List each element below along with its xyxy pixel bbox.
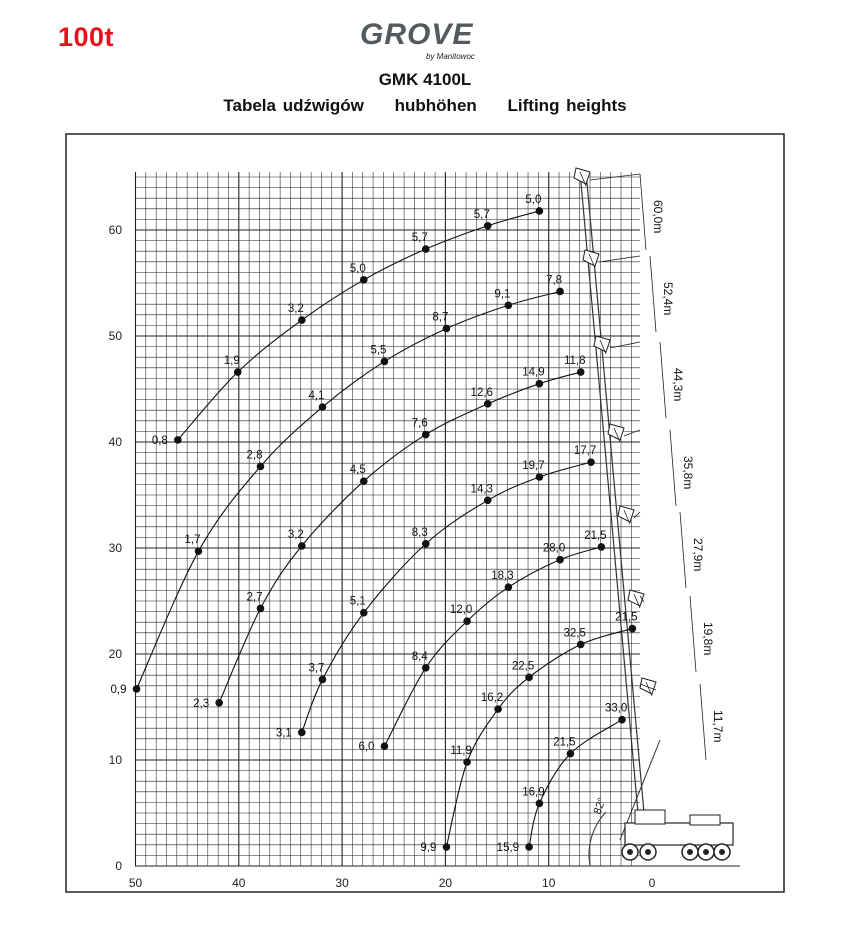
data-label: 15,9 <box>496 841 520 854</box>
wheel-hub <box>627 849 633 855</box>
data-point <box>174 436 182 444</box>
boom-length-label: 52,4m <box>661 282 675 316</box>
data-label: 8,7 <box>432 311 449 324</box>
data-label: 28,0 <box>542 542 566 555</box>
data-point <box>494 705 502 713</box>
data-point <box>618 716 626 724</box>
data-label: 6,0 <box>358 741 375 754</box>
data-label: 8,4 <box>411 650 428 663</box>
data-point <box>484 222 492 230</box>
data-label: 21,5 <box>615 611 638 624</box>
x-tick-label: 0 <box>648 876 656 890</box>
x-tick-label: 40 <box>232 876 246 890</box>
data-label: 18,3 <box>491 570 514 583</box>
angle-label: 82° <box>591 796 609 817</box>
model-title: GMK 4100L <box>378 70 472 89</box>
data-point <box>525 843 533 851</box>
chart-points <box>108 193 638 854</box>
wheel-hub <box>645 849 651 855</box>
x-tick-label: 30 <box>335 876 349 890</box>
wheel-hub <box>687 849 693 855</box>
data-label: 1,9 <box>223 355 240 368</box>
chart-axes <box>109 223 656 890</box>
data-label: 0,8 <box>151 434 168 447</box>
angle-arc <box>589 812 606 866</box>
data-label: 3,2 <box>287 303 304 316</box>
data-label: 8,3 <box>411 526 428 539</box>
boom-length-label: 44,3m <box>671 368 685 402</box>
data-label: 4,5 <box>349 464 366 477</box>
wheel-hub <box>719 849 725 855</box>
boom-length-label: 11,7m <box>711 710 725 743</box>
data-label: 22,5 <box>511 660 535 673</box>
data-point <box>422 540 430 548</box>
data-label: 5,7 <box>473 208 490 221</box>
data-label: 4,1 <box>308 390 325 403</box>
chart-curves <box>137 208 633 847</box>
data-label: 32,5 <box>563 627 586 640</box>
data-label: 5,7 <box>411 232 428 245</box>
data-label: 2,8 <box>246 449 263 462</box>
data-label: 5,1 <box>349 595 366 608</box>
data-point <box>505 583 513 591</box>
data-point <box>133 685 141 693</box>
data-point <box>536 800 544 808</box>
data-point <box>443 843 451 851</box>
data-point <box>577 641 585 649</box>
boom-length-label: 35,8m <box>681 456 695 490</box>
data-label: 14,3 <box>470 483 493 496</box>
data-point <box>422 431 430 439</box>
data-point <box>215 699 223 707</box>
data-point <box>381 742 389 750</box>
brand-wordmark: GROVE <box>360 18 474 51</box>
y-tick-label: 30 <box>108 541 122 555</box>
dimension-leader <box>599 256 640 262</box>
data-label: 12,0 <box>449 604 473 617</box>
data-point <box>505 301 513 309</box>
data-label: 7,6 <box>411 417 428 430</box>
dimension-line <box>670 430 676 506</box>
dimension-line <box>690 596 696 672</box>
data-label: 11,9 <box>450 745 472 758</box>
data-label: 11,8 <box>563 355 586 368</box>
y-tick-label: 40 <box>108 435 122 449</box>
cab <box>635 810 665 824</box>
data-label: 16,9 <box>522 786 545 799</box>
data-label: 3,2 <box>287 528 304 541</box>
data-point <box>598 543 606 551</box>
data-point <box>360 609 368 617</box>
data-label: 9,1 <box>494 288 511 301</box>
data-point <box>360 477 368 485</box>
dimension-line <box>680 512 686 588</box>
data-point <box>195 547 203 555</box>
data-label: 5,0 <box>525 193 542 206</box>
data-point <box>463 617 471 625</box>
data-label: 33,0 <box>604 702 628 715</box>
data-point <box>629 625 637 633</box>
data-point <box>257 605 265 613</box>
data-point <box>257 463 265 471</box>
data-label: 1,7 <box>184 534 201 547</box>
data-point <box>319 403 327 411</box>
data-label: 21,5 <box>584 529 607 542</box>
data-point <box>360 276 368 284</box>
data-point <box>577 368 585 376</box>
subtitle-german: hubhöhen <box>394 96 477 115</box>
capacity-badge: 100t <box>58 22 115 52</box>
superstructure <box>690 815 720 825</box>
y-tick-label: 10 <box>108 753 122 767</box>
y-tick-label: 60 <box>108 223 122 237</box>
data-label: 19,7 <box>522 459 545 472</box>
boom-line <box>580 172 640 835</box>
dimension-leader <box>634 512 640 518</box>
data-point <box>298 542 306 550</box>
data-point <box>298 316 306 324</box>
data-label: 3,7 <box>308 662 325 675</box>
data-label: 9,9 <box>420 841 437 854</box>
data-point <box>381 358 389 366</box>
data-label: 16,2 <box>480 692 504 705</box>
data-point <box>536 473 544 481</box>
boom-length-label: 19,8m <box>701 622 715 656</box>
data-label: 17,7 <box>573 445 597 458</box>
data-point <box>484 400 492 408</box>
brand-subline: by Manitowoc <box>426 52 475 61</box>
data-point <box>567 750 575 758</box>
data-label: 7,8 <box>546 274 563 287</box>
data-label: 3,1 <box>275 727 292 740</box>
dimension-line <box>640 174 646 250</box>
y-tick-label: 0 <box>115 859 122 873</box>
subtitle-english: Lifting heights <box>507 96 627 115</box>
dimension-line <box>650 256 656 332</box>
wheel-hub <box>703 849 709 855</box>
crane-drawing <box>574 168 733 866</box>
data-label: 2,7 <box>246 591 263 604</box>
data-point <box>484 497 492 505</box>
data-point <box>319 676 327 684</box>
data-label: 12,6 <box>470 386 493 399</box>
data-point <box>556 556 564 564</box>
data-point <box>298 729 306 737</box>
data-point <box>422 245 430 253</box>
carrier-body <box>625 823 733 845</box>
y-tick-label: 20 <box>108 647 122 661</box>
data-point <box>443 325 451 333</box>
data-point <box>463 758 471 766</box>
data-point <box>422 664 430 672</box>
y-tick-label: 50 <box>108 329 122 343</box>
series-curve <box>137 291 561 688</box>
chart-grid <box>135 172 740 866</box>
data-point <box>234 368 242 376</box>
data-point <box>536 380 544 388</box>
data-label: 21,5 <box>553 736 576 749</box>
data-label: 0,9 <box>110 683 127 696</box>
data-point <box>556 288 564 296</box>
data-point <box>525 674 533 682</box>
series-curve <box>302 459 591 732</box>
boom-length-label: 60,0m <box>651 200 665 234</box>
dimension-line <box>660 342 666 418</box>
x-tick-label: 50 <box>128 876 143 890</box>
dimension-leader <box>610 342 640 348</box>
x-tick-label: 10 <box>542 876 556 890</box>
data-label: 5,5 <box>370 344 387 357</box>
dimension-leader <box>624 430 640 436</box>
dimension-line <box>700 684 706 760</box>
subtitle-polish: Tabela udźwigów <box>223 96 364 115</box>
data-label: 14,9 <box>522 366 545 379</box>
data-point <box>587 458 595 466</box>
boom-length-label: 27,9m <box>691 538 705 572</box>
data-label: 5,0 <box>349 262 366 275</box>
x-tick-label: 20 <box>438 876 453 890</box>
data-label: 2,3 <box>193 697 210 710</box>
data-point <box>536 207 544 215</box>
